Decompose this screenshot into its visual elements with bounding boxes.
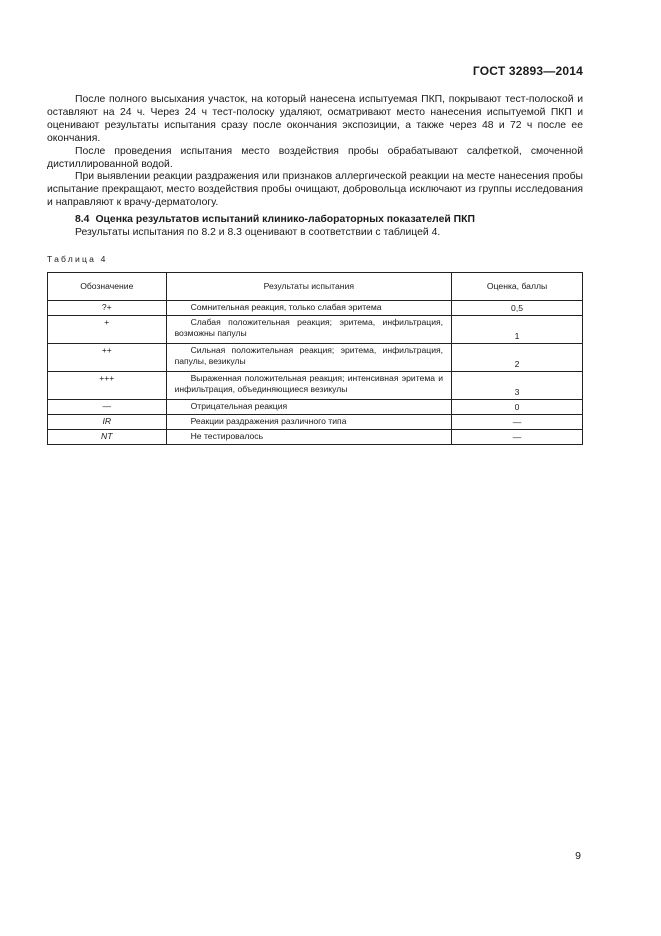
cell-code: NT xyxy=(48,430,167,445)
cell-score: — xyxy=(452,415,583,430)
cell-result: Сомнительная реакция, только слабая эритема xyxy=(166,301,451,316)
table-header-row xyxy=(48,273,583,301)
cell-code: — xyxy=(48,400,167,415)
paragraph: При выявлении реакции раздражения или признаков аллергической реакции на месте нанесения пробы испытание прекращают, место воздействия пробы очищают, добровольца исключают из группы исследования и направляют к врачу-дерматологу. xyxy=(47,171,583,209)
cell-result: Сильная положительная реакция; эритема, инфильтрация, папулы, везикулы xyxy=(166,344,451,372)
cell-score: 0 xyxy=(452,400,583,415)
table-row xyxy=(48,344,583,372)
cell-score: 3 xyxy=(452,372,583,400)
column-header-code: Обозначение xyxy=(48,273,167,301)
cell-result: Реакции раздражения различного типа xyxy=(166,415,451,430)
section-text: Результаты испытания по 8.2 и 8.3 оценивают в соответствии с таблицей 4. xyxy=(75,227,441,239)
cell-result: Выраженная положительная реакция; интенсивная эритема и инфильтрация, объединяющиеся везикулы xyxy=(166,372,451,400)
body-text xyxy=(47,94,583,240)
table-row xyxy=(48,430,583,445)
column-header-score: Оценка, баллы xyxy=(452,273,583,301)
cell-score: 2 xyxy=(452,344,583,372)
cell-code: ++ xyxy=(48,344,167,372)
cell-score: 1 xyxy=(452,316,583,344)
table-row xyxy=(48,415,583,430)
table-row xyxy=(48,301,583,316)
page-number: 9 xyxy=(575,850,581,862)
results-table xyxy=(47,272,583,445)
paragraph: После проведения испытания место воздействия пробы обрабатывают салфеткой, смоченной дистиллированной водой. xyxy=(47,145,583,170)
section-title: Оценка результатов испытаний клинико-лабораторных показателей ПКП xyxy=(95,214,475,226)
paragraph: После полного высыхания участок, на который нанесена испытуемая ПКП, покрывают тест-полоской и оставляют на 24 ч. Через 24 ч тест-полоску удаляют, осматривают место нанесения испытуемой ПКП и оценивают результаты испытания сразу после окончания экспозиции, а также через 48 и 72 ч после ее окончания. xyxy=(47,94,583,144)
column-header-result: Результаты испытания xyxy=(166,273,451,301)
cell-score: — xyxy=(452,430,583,445)
table-row xyxy=(48,316,583,344)
cell-result: Отрицательная реакция xyxy=(166,400,451,415)
table-caption: Таблица 4 xyxy=(47,254,108,264)
cell-score: 0,5 xyxy=(452,301,583,316)
cell-code: ?+ xyxy=(48,301,167,316)
table-row xyxy=(48,372,583,400)
cell-code: IR xyxy=(48,415,167,430)
document-standard-number: ГОСТ 32893—2014 xyxy=(472,64,583,78)
cell-result: Слабая положительная реакция; эритема, инфильтрация, возможны папулы xyxy=(166,316,451,344)
section-heading xyxy=(47,214,583,227)
cell-code: + xyxy=(48,316,167,344)
cell-result: Не тестировалось xyxy=(166,430,451,445)
section-number: 8.4 xyxy=(75,214,90,226)
table-row xyxy=(48,400,583,415)
cell-code: +++ xyxy=(48,372,167,400)
